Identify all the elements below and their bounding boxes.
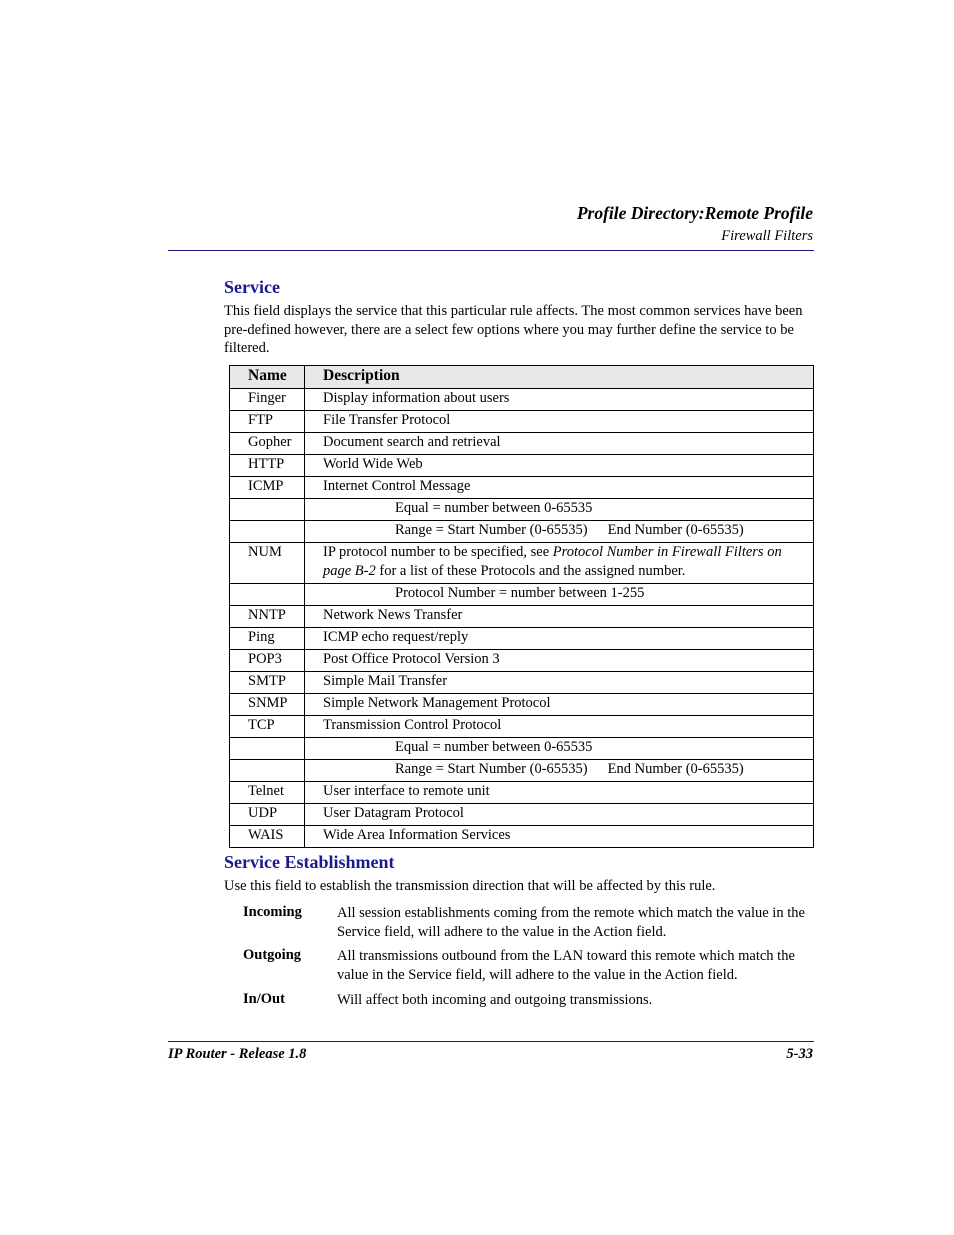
range-start-text: Range = Start Number (0-65535): [395, 522, 588, 538]
num-desc-post: for a list of these Protocols and the assigned number.: [375, 563, 686, 579]
row-description: Network News Transfer: [305, 606, 814, 628]
row-description: Transmission Control Protocol: [305, 716, 814, 738]
table-row: [230, 738, 814, 760]
row-description: Protocol Number = number between 1-255: [305, 584, 814, 606]
row-name: [230, 521, 305, 543]
col-header-description: Description: [305, 366, 814, 389]
table-row: [230, 760, 814, 782]
definition-in-out: Will affect both incoming and outgoing transmissions.: [337, 992, 653, 1008]
cross-reference-link[interactable]: Protocol Number in Firewall Filters on page B-2: [323, 544, 782, 579]
row-description: Display information about users: [305, 389, 814, 411]
service-establishment-heading: Service Establishment: [224, 852, 395, 872]
row-name: [230, 584, 305, 606]
row-description: Post Office Protocol Version 3: [305, 650, 814, 672]
row-name: [230, 499, 305, 521]
term-outgoing: Outgoing: [243, 947, 302, 963]
footer-rule: [168, 1041, 814, 1042]
table-row: [230, 672, 814, 694]
table-row: [230, 543, 814, 584]
row-description: Document search and retrieval: [305, 433, 814, 455]
term-in-out: In/Out: [243, 991, 285, 1007]
table-row: [230, 433, 814, 455]
service-heading: Service: [224, 277, 280, 297]
running-header-subtitle: Firewall Filters: [721, 228, 813, 244]
table-row: [230, 628, 814, 650]
table-row: [230, 826, 814, 848]
row-description: User Datagram Protocol: [305, 804, 814, 826]
running-header-title: Profile Directory:Remote Profile: [576, 203, 813, 223]
row-name: NNTP: [230, 606, 305, 628]
page-number: 5-33: [786, 1046, 813, 1062]
row-description: World Wide Web: [305, 455, 814, 477]
table-header-row: [230, 366, 814, 389]
range-end-text: End Number (0-65535): [607, 522, 744, 538]
table-row: [230, 521, 814, 543]
table-row: [230, 716, 814, 738]
row-description: [305, 543, 814, 584]
service-intro: This field displays the service that this particular rule affects. The most common services have been pre-defined however, there are a select few options where you may further define the service to be filtered.: [224, 303, 803, 356]
service-table: [229, 365, 814, 848]
row-name: NUM: [230, 543, 305, 584]
service-establishment-intro: Use this field to establish the transmission direction that will be affected by this rule.: [224, 878, 716, 894]
row-description: [305, 521, 814, 543]
row-name: Gopher: [230, 433, 305, 455]
footer-document-title: IP Router - Release 1.8: [168, 1046, 307, 1062]
row-description: Equal = number between 0-65535: [305, 499, 814, 521]
row-description: [305, 760, 814, 782]
range-end-text: End Number (0-65535): [607, 761, 744, 777]
table-row: [230, 584, 814, 606]
row-description: File Transfer Protocol: [305, 411, 814, 433]
row-name: HTTP: [230, 455, 305, 477]
table-row: [230, 804, 814, 826]
table-row: [230, 455, 814, 477]
table-row: [230, 606, 814, 628]
definition-incoming: All session establishments coming from the remote which match the value in the Service field, will adhere to the value in the Action field.: [337, 905, 805, 940]
table-row: [230, 782, 814, 804]
row-description: Internet Control Message: [305, 477, 814, 499]
row-description: User interface to remote unit: [305, 782, 814, 804]
table-row: [230, 389, 814, 411]
row-description: Wide Area Information Services: [305, 826, 814, 848]
row-name: UDP: [230, 804, 305, 826]
row-name: POP3: [230, 650, 305, 672]
row-name: WAIS: [230, 826, 305, 848]
col-header-name: Name: [230, 366, 305, 389]
row-description: Equal = number between 0-65535: [305, 738, 814, 760]
row-name: SMTP: [230, 672, 305, 694]
row-name: FTP: [230, 411, 305, 433]
row-name: Telnet: [230, 782, 305, 804]
header-rule: [168, 250, 814, 251]
row-name: TCP: [230, 716, 305, 738]
table-row: [230, 694, 814, 716]
row-description: Simple Network Management Protocol: [305, 694, 814, 716]
row-name: Finger: [230, 389, 305, 411]
row-name: Ping: [230, 628, 305, 650]
table-row: [230, 477, 814, 499]
num-desc-pre: IP protocol number to be specified, see: [323, 544, 553, 560]
range-start-text: Range = Start Number (0-65535): [395, 761, 588, 777]
table-row: [230, 650, 814, 672]
row-description: Simple Mail Transfer: [305, 672, 814, 694]
row-name: [230, 738, 305, 760]
table-row: [230, 499, 814, 521]
table-row: [230, 411, 814, 433]
row-name: ICMP: [230, 477, 305, 499]
row-name: SNMP: [230, 694, 305, 716]
definition-outgoing: All transmissions outbound from the LAN toward this remote which match the value in the Service field, will adhere to the value in the Action field.: [337, 948, 795, 983]
row-name: [230, 760, 305, 782]
term-incoming: Incoming: [243, 904, 302, 920]
row-description: ICMP echo request/reply: [305, 628, 814, 650]
